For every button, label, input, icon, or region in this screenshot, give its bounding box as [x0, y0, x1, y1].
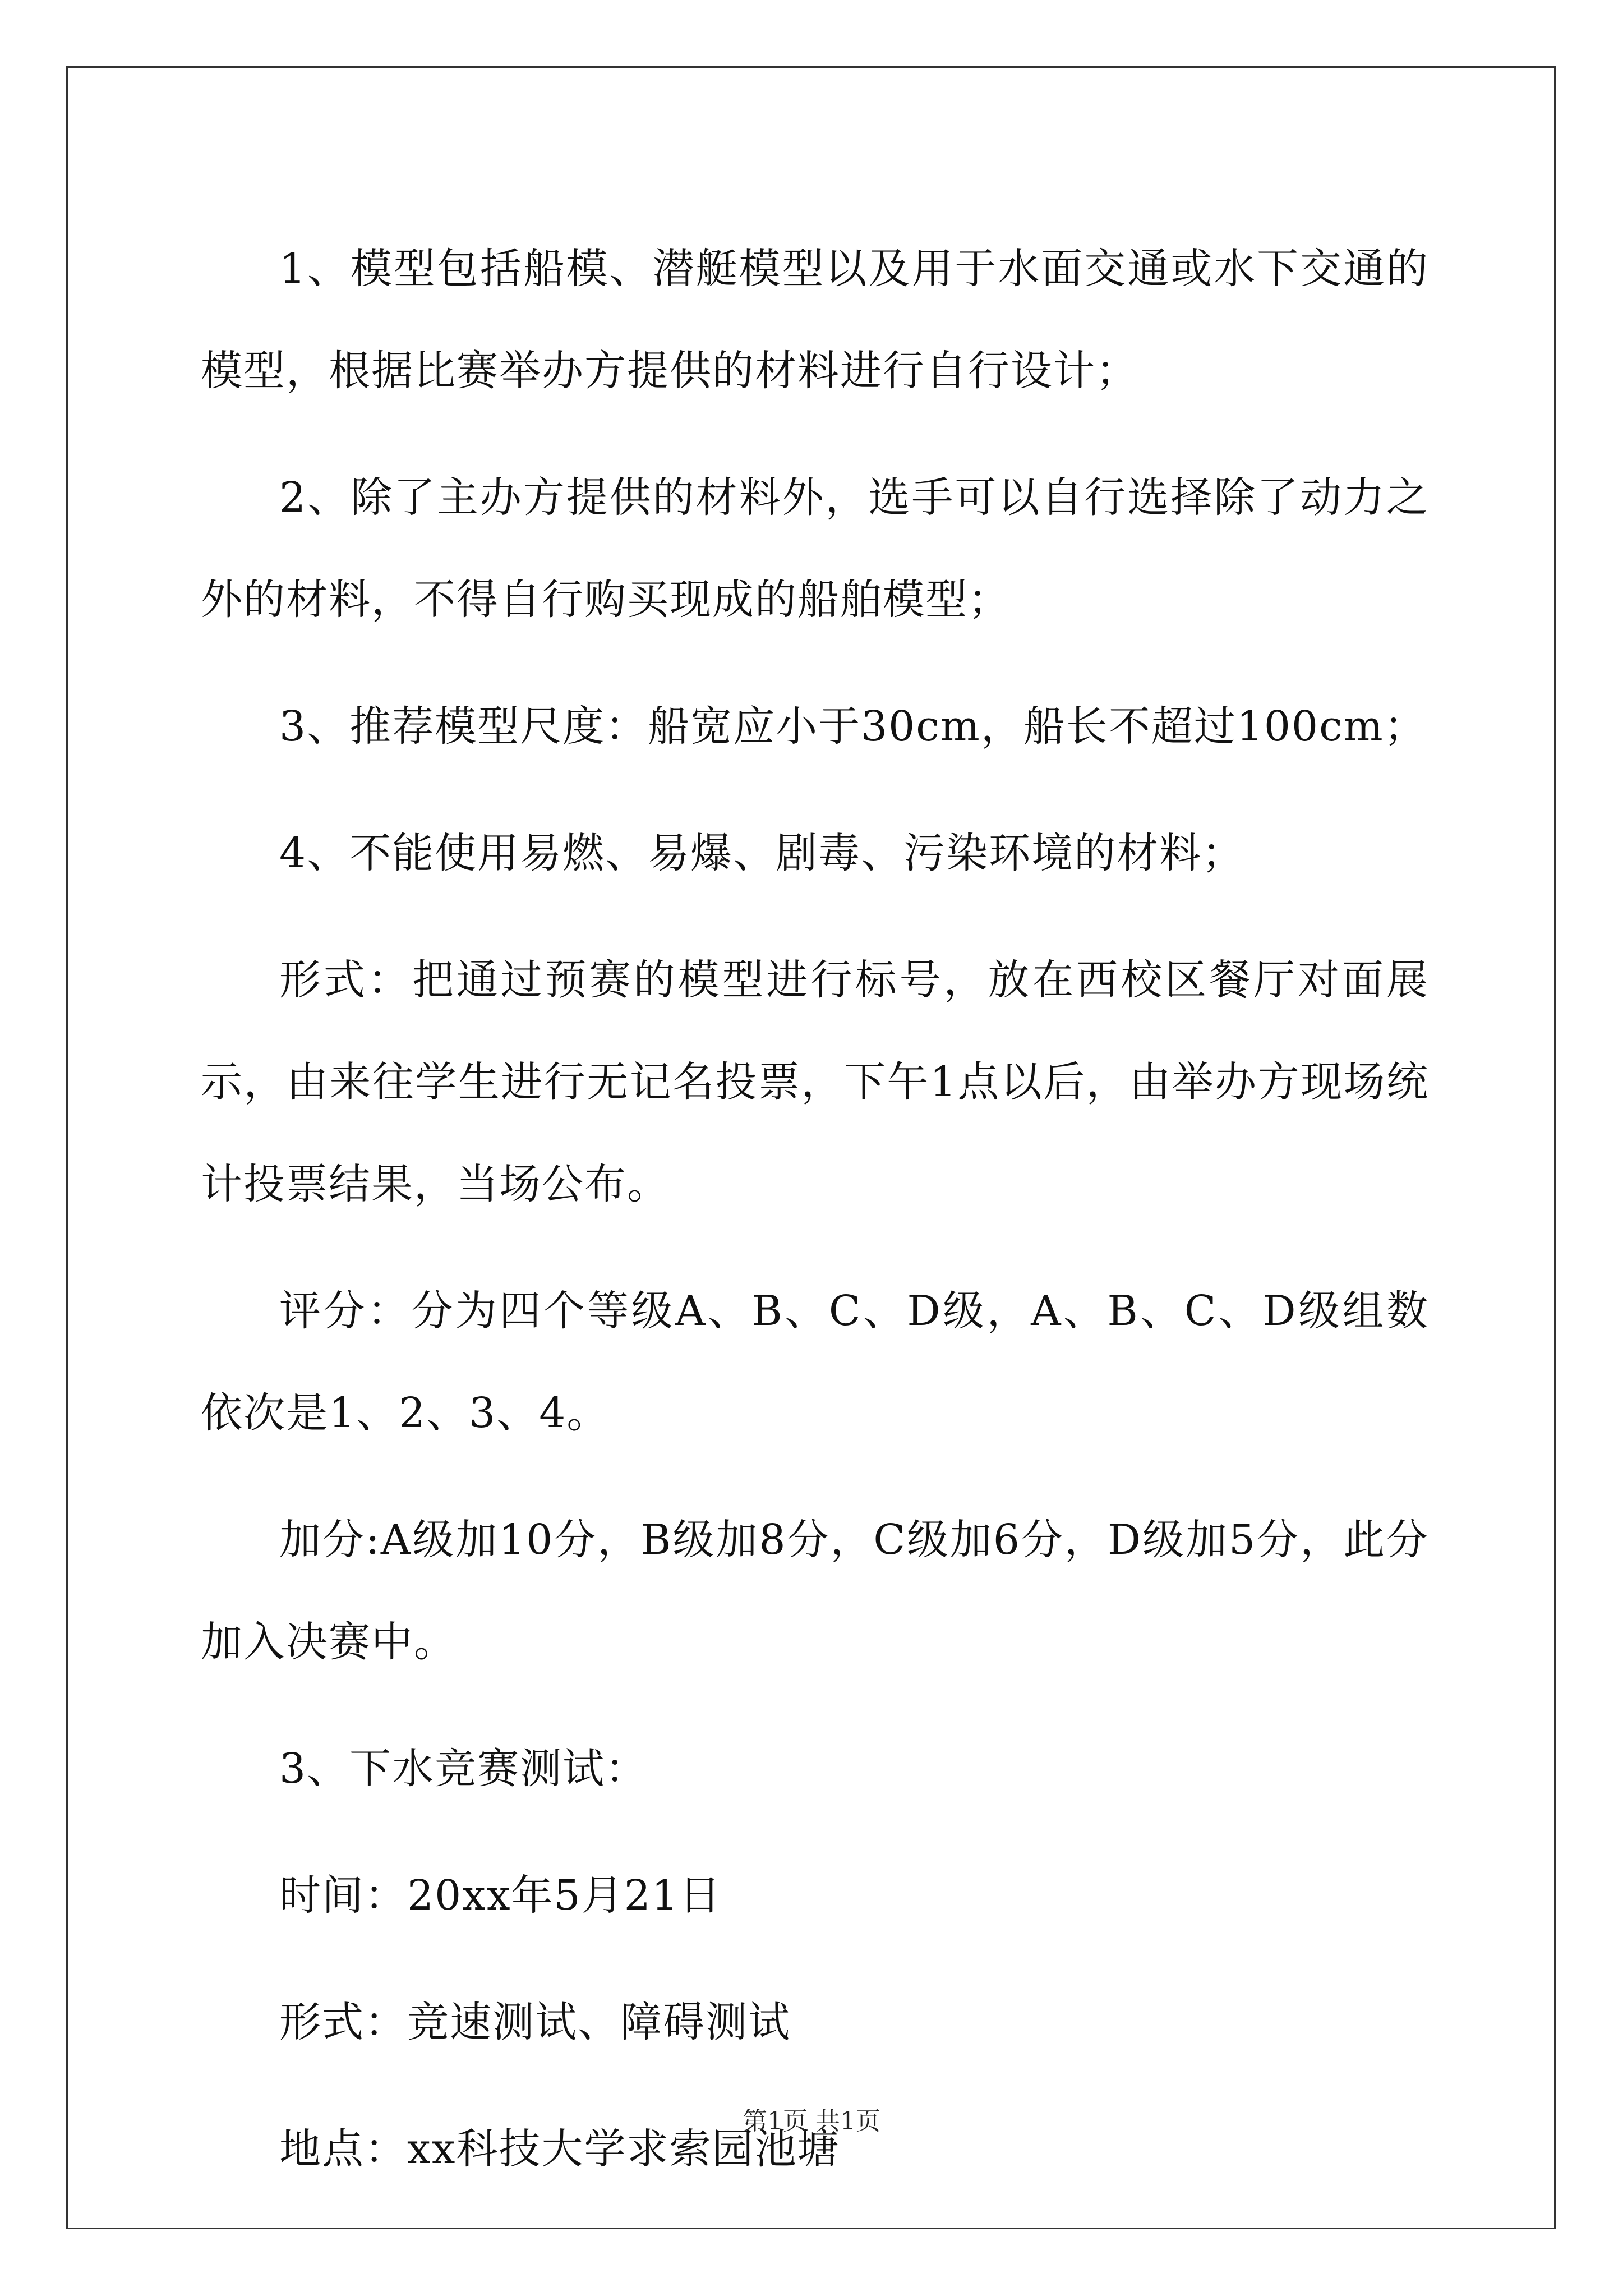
- rule-item-4: 4、不能使用易燃、易爆、剧毒、污染环境的材料；: [279, 829, 1245, 877]
- event-time: 时间：20xx年5月21日: [279, 1871, 722, 1920]
- format-paragraph: 形式：把通过预赛的模型进行标号，放在西校区餐厅对面展示，由来往学生进行无记名投票，下午1点以后，由举办方现场统计投票结果，当场公布。: [201, 956, 1429, 1208]
- scoring-paragraph: 评分：分为四个等级A、B、C、D级，A、B、C、D级组数依次是1、2、3、4。: [201, 1287, 1429, 1437]
- rule-item-1: 1、模型包括船模、潜艇模型以及用于水面交通或水下交通的模型，根据比赛举办方提供的材料进行自行设计；: [201, 245, 1429, 395]
- section-heading-launch-test: 3、下水竞赛测试：: [279, 1745, 648, 1793]
- bonus-paragraph: 加分:A级加10分，B级加8分，C级加6分，D级加5分，此分加入决赛中。: [201, 1516, 1429, 1666]
- event-location: 地点：xx科技大学求索园池塘: [279, 2125, 840, 2173]
- event-format: 形式：竞速测试、障碍测试: [279, 1998, 791, 2046]
- rule-item-3: 3、推荐模型尺度：船宽应小于30cm，船长不超过100cm；: [279, 702, 1427, 751]
- rule-item-2: 2、除了主办方提供的材料外，选手可以自行选择除了动力之外的材料，不得自行购买现成的船舶模型；: [201, 473, 1429, 624]
- page-number-footer: 第1页 共1页: [743, 2107, 880, 2136]
- document-body: [201, 218, 1429, 2225]
